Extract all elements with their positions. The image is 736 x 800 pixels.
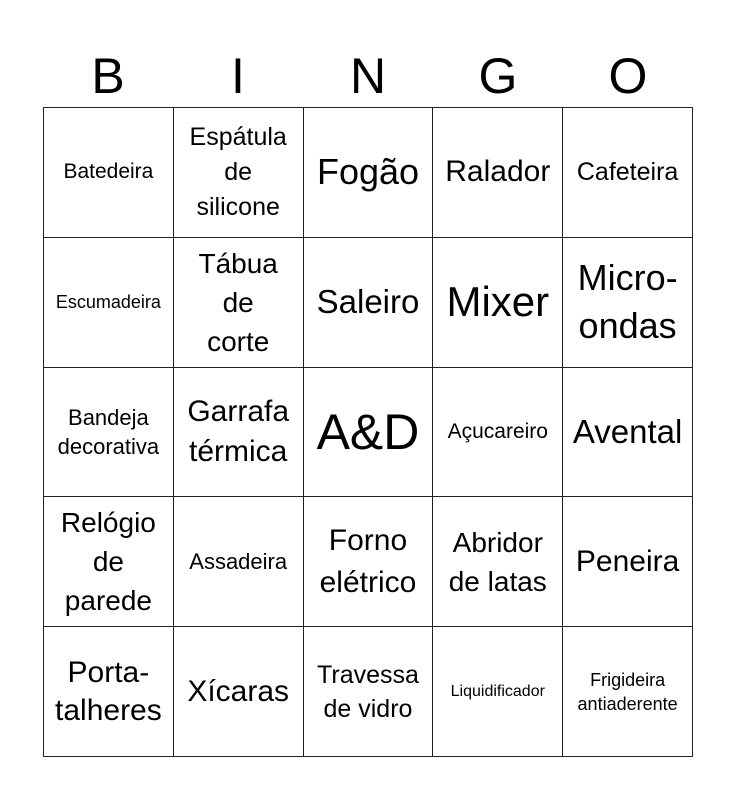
bingo-cell[interactable] (563, 238, 693, 368)
cell-text: Forno elétrico (319, 523, 417, 599)
cell-text: Escumadeira (55, 292, 161, 313)
cell-text: Batedeira (63, 160, 154, 184)
bingo-grid (43, 107, 693, 757)
bingo-cell[interactable] (174, 497, 304, 627)
cell-text: Saleiro (316, 283, 420, 321)
bingo-cell[interactable] (304, 108, 434, 238)
bingo-cell[interactable] (44, 497, 174, 627)
header-letter-o: O (608, 48, 648, 104)
bingo-cell[interactable] (563, 627, 693, 757)
header-letter-b: B (91, 48, 125, 104)
cell-text: A&D (316, 403, 420, 460)
cell-text: Cafeteira (576, 158, 679, 187)
bingo-cell[interactable] (304, 627, 434, 757)
cell-text: Porta-talheres (55, 655, 162, 727)
bingo-cell[interactable] (44, 108, 174, 238)
bingo-cell[interactable] (433, 108, 563, 238)
cell-text: Mixer (446, 278, 550, 326)
cell-text: Frigideira antiaderente (577, 669, 678, 714)
bingo-cell[interactable] (174, 368, 304, 498)
cell-text: Abridor de latas (448, 526, 547, 597)
cell-text: Fogão (316, 151, 420, 193)
bingo-cell[interactable] (433, 368, 563, 498)
bingo-cell[interactable] (174, 627, 304, 757)
bingo-header (43, 46, 693, 106)
cell-text: Garrafa térmica (187, 394, 290, 468)
header-letter-g: G (478, 48, 518, 104)
bingo-cell[interactable] (563, 497, 693, 627)
cell-text: Açucareiro (447, 419, 548, 443)
cell-text: Peneira (575, 544, 680, 578)
bingo-cell[interactable] (433, 238, 563, 368)
bingo-cell[interactable] (563, 368, 693, 498)
cell-text: Relógio de parede (60, 507, 156, 617)
cell-text: Bandeja decorativa (57, 404, 160, 459)
cell-text: Liquidificador (450, 682, 545, 700)
header-letter-n: N (349, 48, 387, 104)
bingo-cell[interactable] (433, 627, 563, 757)
cell-text: Tábua de corte (198, 247, 278, 357)
cell-text: Avental (572, 412, 683, 450)
cell-text: Assadeira (189, 549, 288, 575)
bingo-cell[interactable] (433, 497, 563, 627)
bingo-cell[interactable] (174, 108, 304, 238)
cell-text: Xícaras (187, 674, 290, 708)
bingo-cell[interactable] (304, 497, 434, 627)
bingo-cell[interactable] (563, 108, 693, 238)
bingo-cell[interactable] (44, 238, 174, 368)
cell-text: Micro-ondas (577, 257, 678, 347)
cell-text: Ralador (445, 155, 551, 189)
cell-text: Travessa de vidro (317, 660, 419, 723)
bingo-cell[interactable] (44, 627, 174, 757)
bingo-cell[interactable] (174, 238, 304, 368)
header-letter-i: I (231, 48, 245, 104)
bingo-cell[interactable] (44, 368, 174, 498)
bingo-cell[interactable] (304, 368, 434, 498)
bingo-cell[interactable] (304, 238, 434, 368)
cell-text: Espátula de silicone (189, 122, 287, 221)
